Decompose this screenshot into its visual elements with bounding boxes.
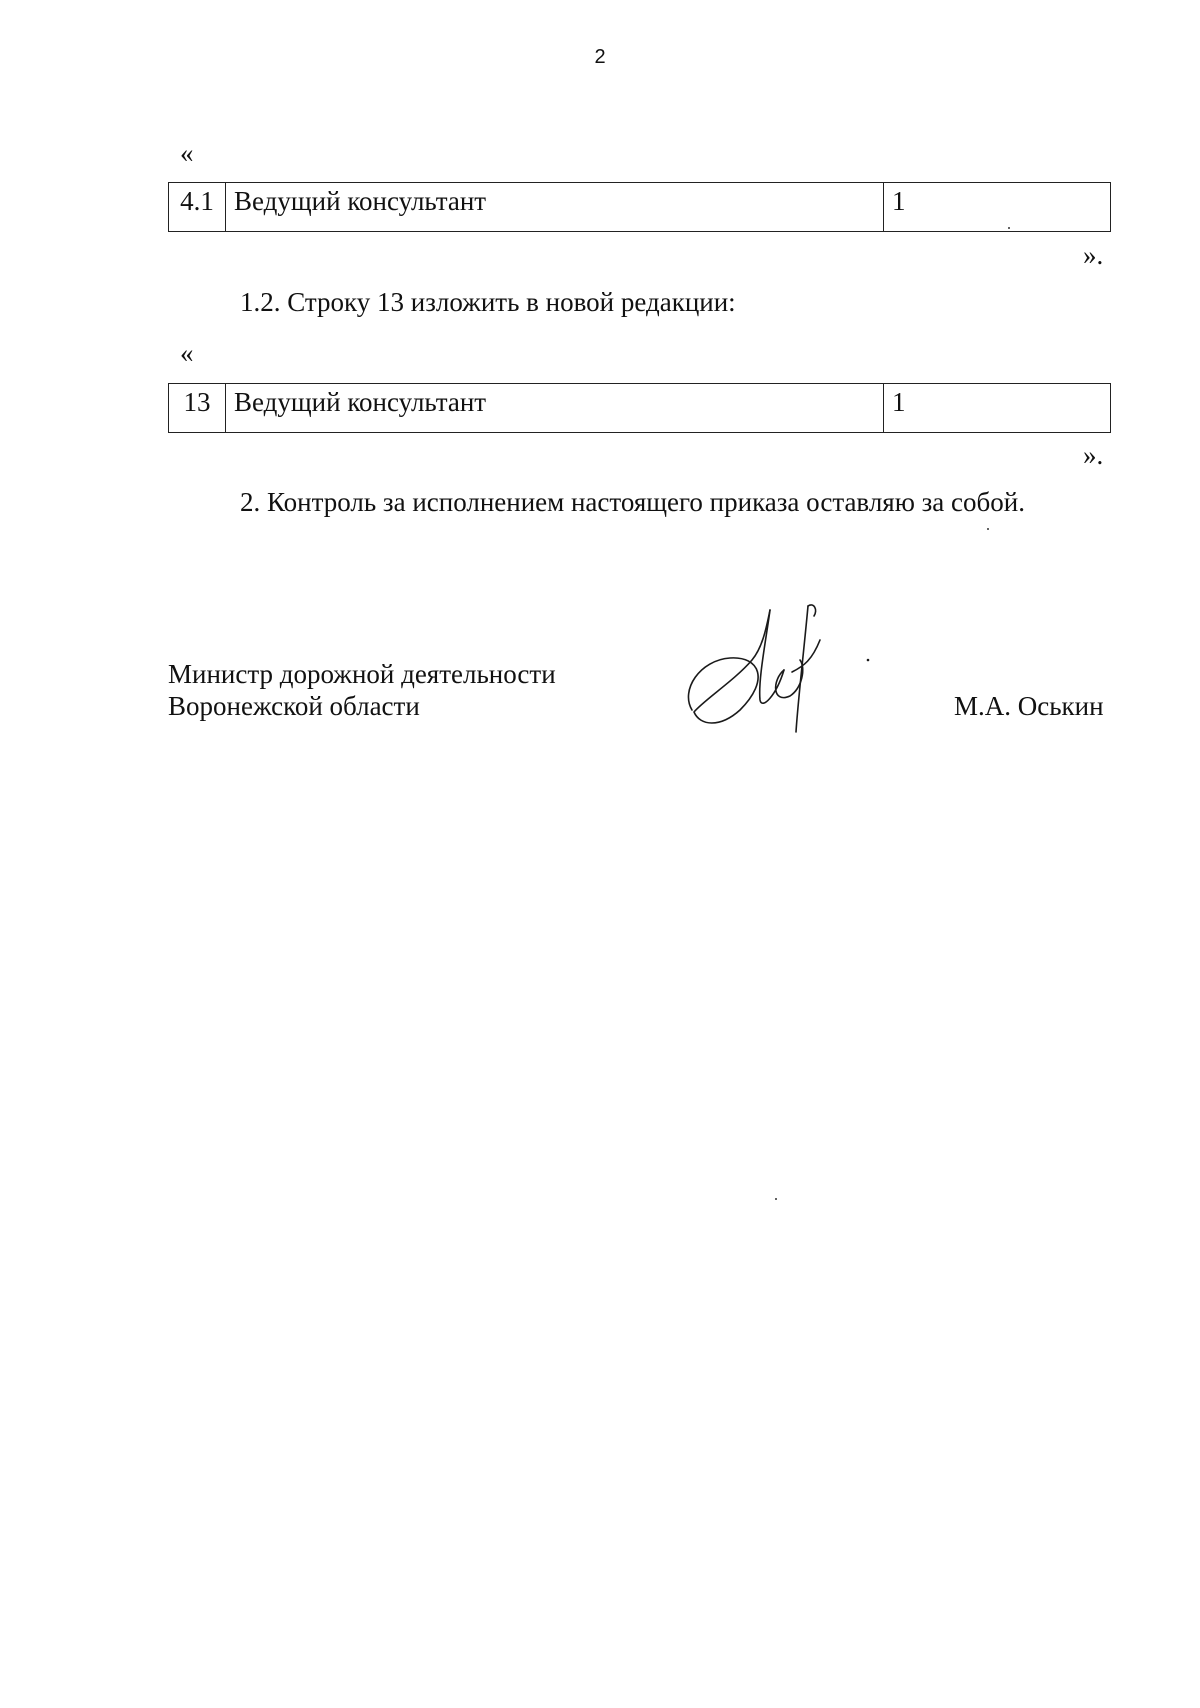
amendment-table-1 bbox=[168, 182, 1111, 232]
close-quote-2: ». bbox=[1083, 440, 1104, 470]
close-quote-1: ». bbox=[1083, 240, 1104, 270]
instruction-1-2: 1.2. Строку 13 изложить в новой редакции: bbox=[240, 287, 736, 317]
open-quote-1: « bbox=[180, 138, 194, 168]
page-number: 2 bbox=[594, 46, 606, 68]
row-title-cell: Ведущий консультант bbox=[226, 384, 884, 433]
row-number-cell: 4.1 bbox=[169, 183, 226, 232]
handwritten-signature bbox=[680, 600, 900, 750]
scan-speck bbox=[775, 1198, 777, 1200]
row-number-cell: 13 bbox=[169, 384, 226, 433]
table-row bbox=[169, 384, 1111, 433]
signatory-position-line2: Воронежской области bbox=[168, 691, 420, 721]
scan-speck bbox=[987, 528, 989, 530]
open-quote-2: « bbox=[180, 338, 194, 368]
table-row bbox=[169, 183, 1111, 232]
signatory-position-line1: Министр дорожной деятельности bbox=[168, 659, 556, 689]
instruction-2: 2. Контроль за исполнением настоящего приказа оставляю за собой. bbox=[240, 487, 1025, 517]
scan-speck bbox=[1008, 227, 1010, 229]
row-qty-cell: 1 bbox=[884, 183, 1111, 232]
row-title-cell: Ведущий консультант bbox=[226, 183, 884, 232]
amendment-table-2 bbox=[168, 383, 1111, 433]
row-qty-cell: 1 bbox=[884, 384, 1111, 433]
signatory-name: М.А. Оськин bbox=[954, 691, 1104, 721]
